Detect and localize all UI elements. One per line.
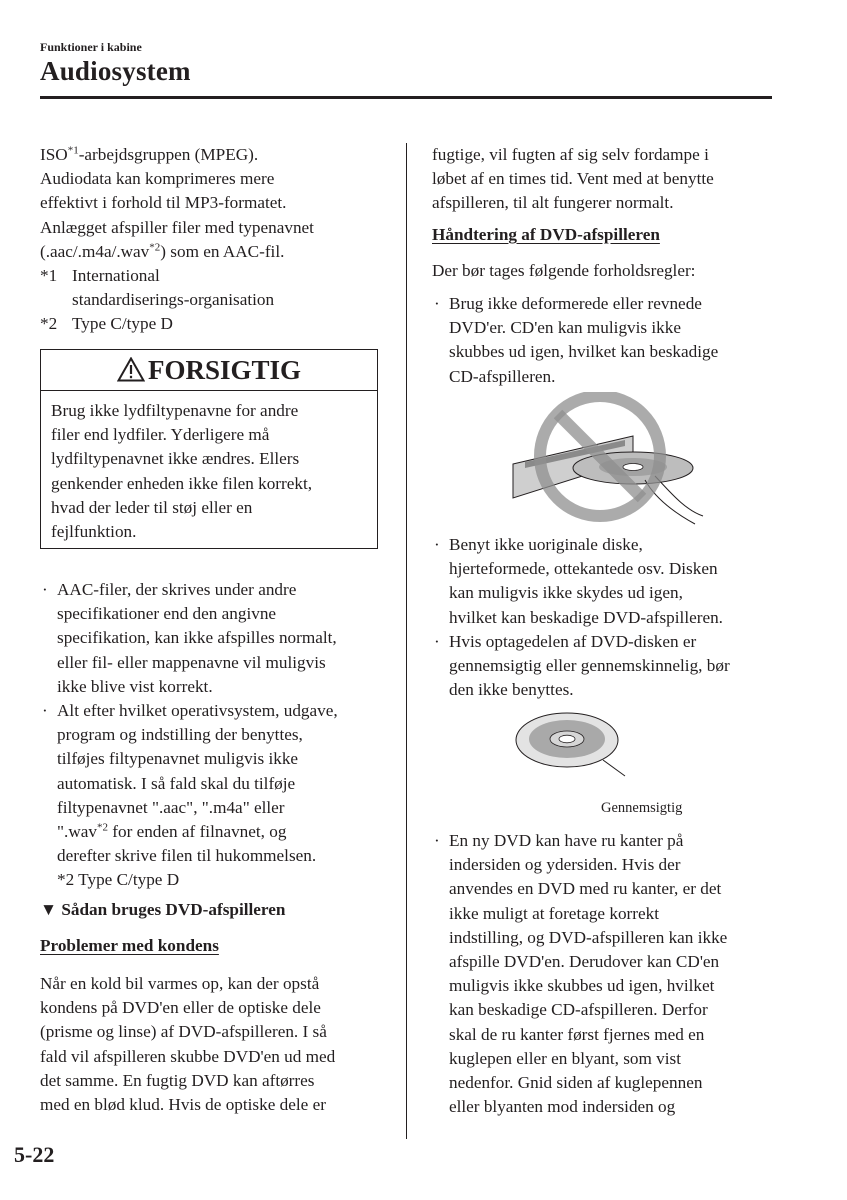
disc-caption: Gennemsigtig [601,800,683,816]
footnote-2: *2 Type C/type D [40,314,173,334]
warning-triangle-icon [117,357,145,382]
intro-line: ISO$^{*1}$-arbejdsgruppen (MPEG). [40,144,259,164]
footnote-1-cont: standardiserings-organisation [72,290,275,310]
column-divider [406,143,407,1139]
subsection-title: ▼ Sådan bruges DVD-afspilleren [40,900,286,919]
intro-line: effektivt i forhold til MP3-formatet. [40,193,287,213]
transparent-disc-illustration [513,706,628,778]
footnote-1: *1 International [40,266,160,286]
list-item: · En ny DVD kan have ru kanter på indersiden og ydersiden. Hvis der anvendes en DVD med ru kanter, er det ikke muligt at foretage korrekt indstilling, og DVD-afspilleren kan ikke afspille DVD'en. Derudover kan CD'en muligvis ikke skubbes ud igen, hvilket kan beskadige CD-afspilleren. Derfor skal de ru kanter først fjernes med en kuglepen eller en blyant, som vist nedenfor. Gnid siden af kuglepennen eller blyanten mod indersiden og [434,831,728,1117]
list-item: · Benyt ikke uoriginale diske, hjerteformede, ottekantede osv. Disken kan muligvis ikke skydes ud igen, hvilket kan beskadige DVD-afspilleren. · Hvis optagedelen af DVD-disken er gennemsigtig eller gennemskinnelig, bør den ikke benyttes. [432,533,777,702]
continuation-text: fugtige, vil fugten af sig selv fordampe i løbet af en times tid. Vent med at benytte afspilleren, til alt fungerer normalt. [432,145,714,213]
handling-intro: Der bør tages følgende forholdsregler: [432,261,696,280]
section-label: Funktioner i kabine [40,40,142,54]
no-deformed-disc-illustration [505,392,705,532]
intro-line: Anlægget afspiller filer med typenavnet [40,217,314,237]
intro-line: (.aac/.m4a/.wav$^{*2}$) som en AAC-fil. [40,241,285,261]
page-number: 5-22 [14,1142,55,1167]
header-rule [40,96,772,99]
page-title: Audiosystem [40,56,191,86]
list-item: · AAC-filer, der skrives under andre specifikationer end den angivne specifikation, kan ikke afspilles normalt, eller fil- eller mappenavne vil muligvis ikke blive vist korrekt. [42,580,337,696]
triangle-down-icon: ▼ [40,900,58,919]
list-item: · Alt efter hvilket operativsystem, udgave, program og indstilling der benyttes, tilføjes filtypenavnet muligvis ikke automatisk. I så fald skal du tilføje filtypenavnet ".aac", ".m4a" eller ".wav$^{*2}$ for enden af filnavnet, og derefter skrive filen til hukommelsen. *2 Type C/type D [42,701,338,890]
caution-text: Brug ikke lydfiltypenavne for andre filer end lydfiler. Yderligere må lydfiltypenavnet ikke ændres. Ellers genkender enheden ikke filen korrekt, hvad der leder til støj eller en fejlfunktion. [51,401,313,542]
intro-block [40,143,390,337]
handling-heading: Håndtering af DVD-afspilleren [432,225,660,244]
caution-box [40,349,378,549]
bullet-list [40,578,390,893]
condensation-text: Når en kold bil varmes op, kan der opstå kondens på DVD'en eller de optiske dele (prisme og linse) af DVD-afspilleren. I så fald vil afspilleren skubbe DVD'en ud med det samme. En fugtig DVD kan aftørres med en blød klud. Hvis de optiske dele er [40,974,336,1115]
list-item: · Brug ikke deformerede eller revnede DVD'er. CD'en kan muligvis ikke skubbes ud igen, hvilket kan beskadige CD-afspilleren. [434,294,719,386]
condensation-heading: Problemer med kondens [40,936,219,955]
caution-heading: FORSIGTIG [41,350,377,391]
list-item: · Hvis optagedelen af DVD-disken er gennemsigtig eller gennemskinnelig, bør den ikke benyttes. [434,631,730,700]
intro-line: Audiodata kan komprimeres mere [40,169,275,189]
